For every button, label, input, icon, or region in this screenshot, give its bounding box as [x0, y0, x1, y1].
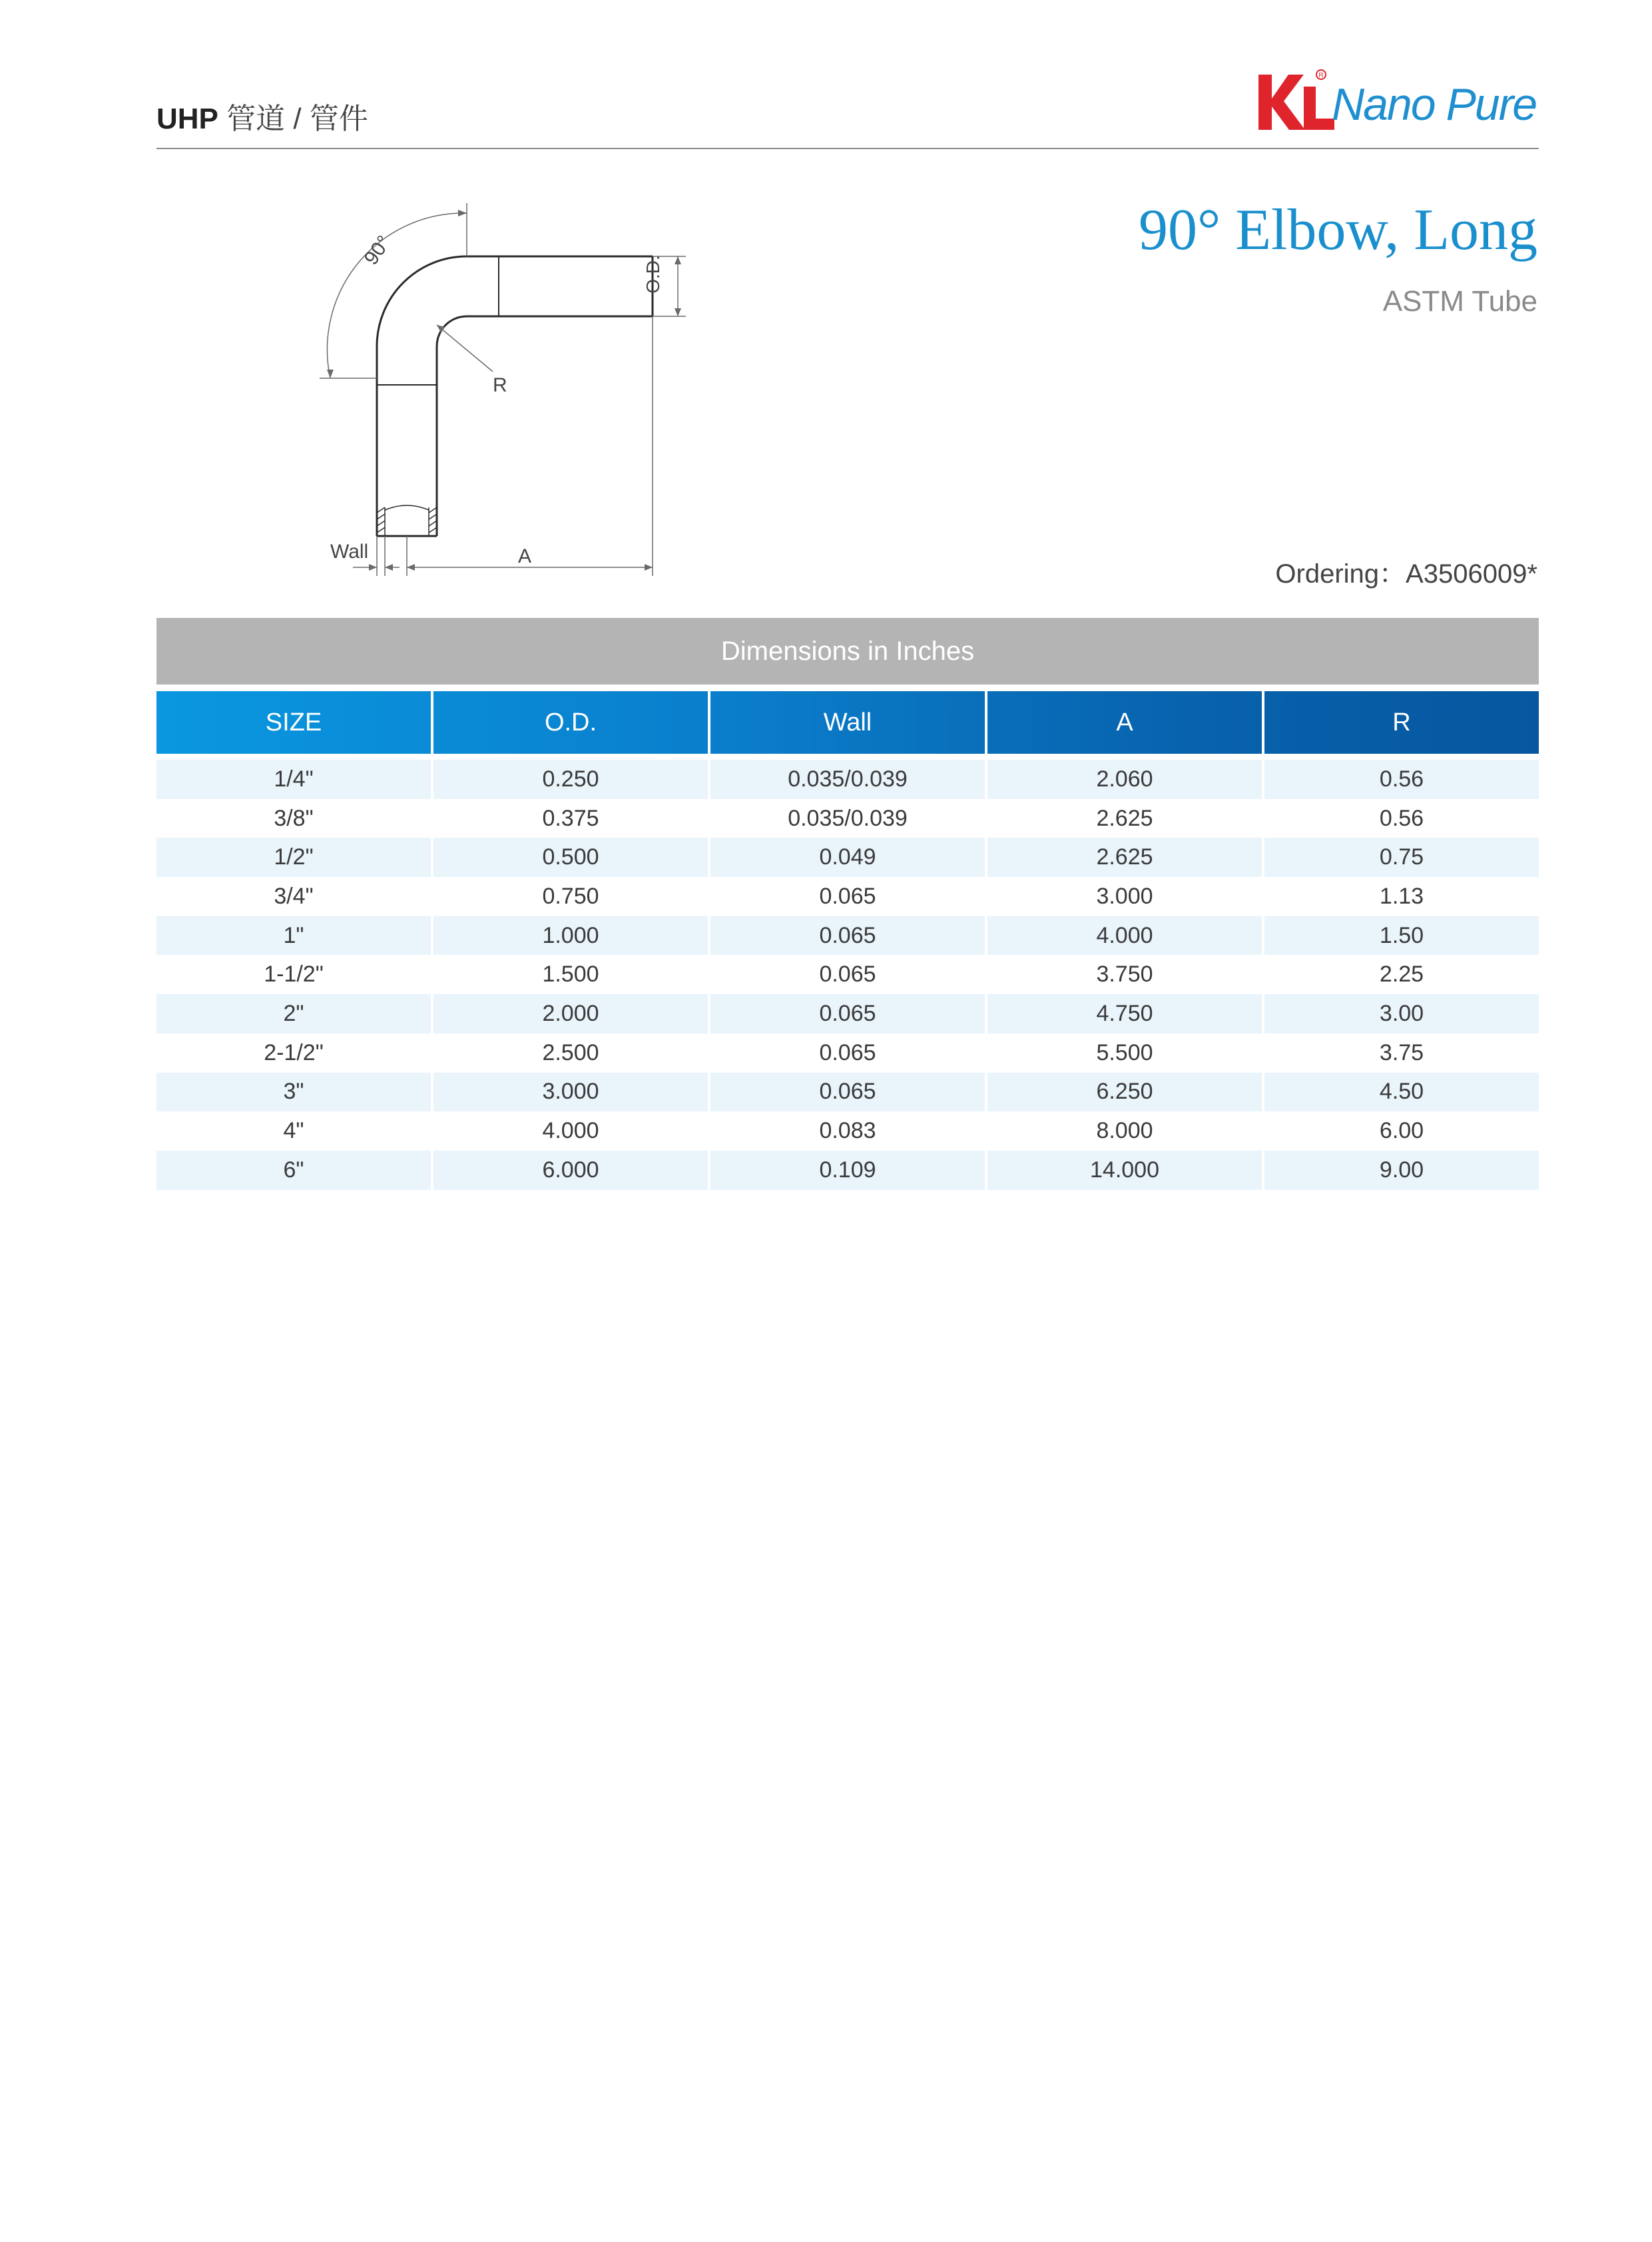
cell-a: 2.060 — [987, 760, 1264, 799]
cell-wall: 0.109 — [710, 1151, 987, 1190]
a-label: A — [517, 545, 532, 567]
cell-wall: 0.049 — [710, 838, 987, 877]
cell-r: 3.75 — [1379, 1039, 1424, 1065]
column-header-a: A — [987, 691, 1264, 754]
cell-od: 6.000 — [433, 1151, 710, 1190]
table-row — [156, 1151, 1539, 1190]
brand-name: Nano Pure — [1332, 79, 1537, 130]
brand-logo — [1252, 67, 1545, 140]
table-row — [156, 1111, 1539, 1151]
od-label: O.D. — [643, 255, 663, 294]
cell-od: 1.000 — [433, 916, 710, 956]
cell-size: 4" — [156, 1111, 433, 1151]
cell-a: 2.625 — [987, 799, 1264, 838]
column-header-size: SIZE — [156, 691, 433, 754]
table-row — [156, 1033, 1539, 1073]
table-row — [156, 799, 1539, 838]
cell-od: 2.500 — [433, 1033, 710, 1073]
column-header-wall: Wall — [710, 691, 987, 754]
cell-a: 6.250 — [987, 1073, 1264, 1112]
table-row — [156, 760, 1539, 799]
cell-r: 2.25 — [1379, 962, 1424, 987]
table-row — [156, 877, 1539, 916]
angle-label: 90° — [360, 231, 396, 270]
cell-r: 0.56 — [1379, 766, 1424, 792]
cell-wall: 0.065 — [710, 877, 987, 916]
cell-a: 8.000 — [987, 1111, 1264, 1151]
table-row — [156, 1073, 1539, 1112]
column-header-od: O.D. — [433, 691, 710, 754]
table-caption: Dimensions in Inches — [156, 618, 1539, 685]
cell-wall: 0.065 — [710, 1033, 987, 1073]
section-category: 管道 / 管件 — [226, 103, 368, 135]
cell-r: 1.13 — [1379, 883, 1424, 909]
cell-size: 1/4" — [156, 760, 433, 799]
wall-label: Wall — [330, 541, 369, 563]
cell-size: 1/2" — [156, 838, 433, 877]
elbow-technical-drawing — [313, 200, 686, 586]
cell-a: 3.750 — [987, 955, 1264, 994]
cell-r: 6.00 — [1379, 1118, 1424, 1144]
table-header-row — [156, 691, 1539, 754]
cell-size: 1-1/2" — [156, 955, 433, 994]
cell-wall: 0.035/0.039 — [710, 760, 987, 799]
cell-r: 3.00 — [1379, 1000, 1424, 1026]
cell-a: 14.000 — [987, 1151, 1264, 1190]
cell-od: 3.000 — [433, 1073, 710, 1112]
header-divider — [156, 148, 1539, 149]
cell-a: 3.000 — [987, 877, 1264, 916]
column-header-r: R — [1392, 708, 1411, 736]
table-row — [156, 955, 1539, 994]
section-label — [156, 95, 368, 137]
product-subtitle: ASTM Tube — [1382, 285, 1537, 318]
cell-wall: 0.065 — [710, 994, 987, 1033]
r-label: R — [493, 374, 507, 396]
cell-size: 3/4" — [156, 877, 433, 916]
cell-od: 0.750 — [433, 877, 710, 916]
cell-od: 0.375 — [433, 799, 710, 838]
cell-a: 5.500 — [987, 1033, 1264, 1073]
cell-size: 1" — [156, 916, 433, 956]
cell-od: 0.500 — [433, 838, 710, 877]
cell-wall: 0.065 — [710, 1073, 987, 1112]
cell-size: 3/8" — [156, 799, 433, 838]
cell-size: 2" — [156, 994, 433, 1033]
product-title: 90° Elbow, Long — [1139, 198, 1537, 262]
cell-wall: 0.065 — [710, 955, 987, 994]
cell-wall: 0.065 — [710, 916, 987, 956]
table-row — [156, 838, 1539, 877]
table-row — [156, 916, 1539, 956]
cell-od: 0.250 — [433, 760, 710, 799]
cell-r: 9.00 — [1379, 1157, 1424, 1183]
kl-logo-mark-icon — [1252, 67, 1338, 140]
cell-r: 4.50 — [1379, 1079, 1424, 1105]
cell-wall: 0.083 — [710, 1111, 987, 1151]
cell-r: 1.50 — [1379, 922, 1424, 948]
cell-size: 6" — [156, 1151, 433, 1190]
table-row — [156, 994, 1539, 1033]
cell-a: 2.625 — [987, 838, 1264, 877]
dimensions-table-body — [156, 760, 1539, 1190]
cell-wall: 0.035/0.039 — [710, 799, 987, 838]
cell-od: 2.000 — [433, 994, 710, 1033]
ordering-number: Ordering：A3506009* — [1275, 559, 1537, 589]
cell-a: 4.750 — [987, 994, 1264, 1033]
cell-a: 4.000 — [987, 916, 1264, 956]
cell-od: 4.000 — [433, 1111, 710, 1151]
cell-r: 0.56 — [1379, 805, 1424, 831]
cell-size: 3" — [156, 1073, 433, 1112]
cell-size: 2-1/2" — [156, 1033, 433, 1073]
section-prefix: UHP — [156, 103, 218, 135]
cell-r: 0.75 — [1379, 844, 1424, 870]
cell-od: 1.500 — [433, 955, 710, 994]
svg-text:R: R — [1318, 72, 1324, 79]
